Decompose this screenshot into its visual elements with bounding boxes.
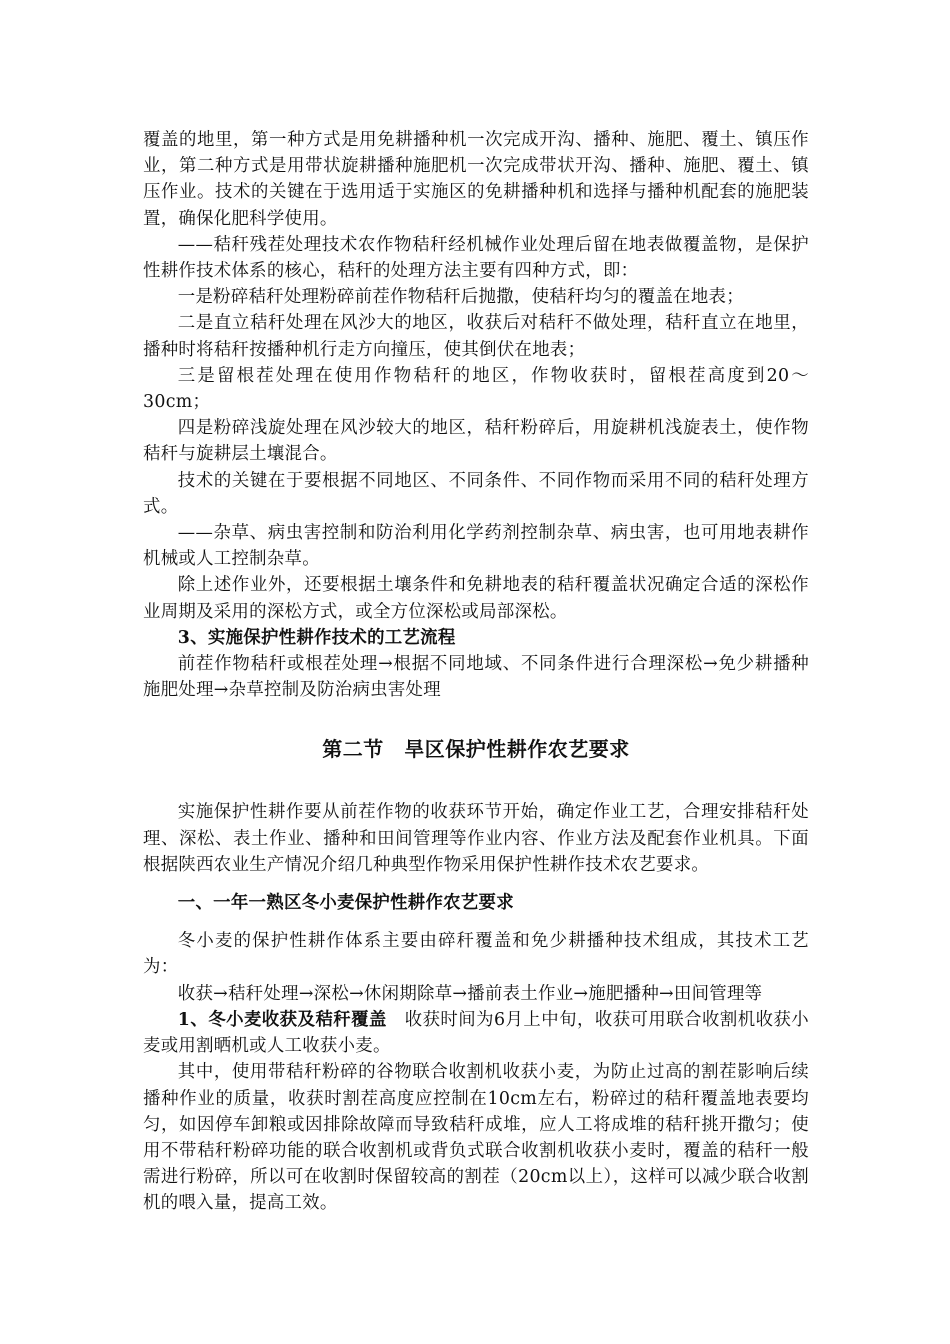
paragraph-section-intro: 实施保护性耕作要从前茬作物的收获环节开始，确定作业工艺，合理安排秸秆处理、深松、表土作业、播种和田间管理等作业内容、作业方法及配套作业机具。下面根据陕西农业生产情况介绍几种典型作物采用保护性耕作技术农艺要求。 xyxy=(143,802,809,875)
paragraph-method-1: 一是粉碎秸秆处理粉碎前茬作物秸秆后抛撒，使秸秆均匀的覆盖在地表； xyxy=(177,287,744,308)
subheading-winter-wheat: 一、一年一熟区冬小麦保护性耕作农艺要求 xyxy=(177,893,514,914)
document-page xyxy=(143,127,809,1217)
paragraph-deep-loosening: 除上述作业外，还要根据土壤条件和免耕地表的秸秆覆盖状况确定合适的深松作业周期及采用的深松方式，或全方位深松或局部深松。 xyxy=(143,575,809,622)
paragraph-method-2: 二是直立秸秆处理在风沙大的地区，收获后对秸秆不做处理，秸秆直立在地里，播种时将秸秆按播种机行走方向撞压，使其倒伏在地表； xyxy=(143,313,809,360)
item1-title: 1、冬小麦收获及秸秆覆盖 xyxy=(177,1009,387,1030)
paragraph-item1 xyxy=(143,1007,809,1059)
paragraph-item1-detail: 其中，使用带秸秆粉碎的谷物联合收割机收获小麦，为防止过高的割茬影响后续播种作业的质量，收获时割茬高度应控制在10cm左右，粉碎过的秸秆覆盖地表要均匀，如因停车卸粮或因排除故障而导致秸秆成堆，应人工将成堆的秸秆挑开撒匀；使用不带秸秆粉碎功能的联合收割机或背负式联合收割机收获小麦时，覆盖的秸秆一般需进行粉碎，所以可在收割时保留较高的割茬（20cm以上），这样可以减少联合收割机的喂入量，提高工效。 xyxy=(143,1062,809,1214)
paragraph-weed-control: ——杂草、病虫害控制和防治利用化学药剂控制杂草、病虫害，也可用地表耕作机械或人工控制杂草。 xyxy=(143,523,809,570)
heading-process-flow: 3、实施保护性耕作技术的工艺流程 xyxy=(177,627,456,648)
item1-text: 收获时间为6月上中旬，收获可用联合收割机收获小麦或用割晒机或人工收获小麦。 xyxy=(143,1009,809,1057)
paragraph-method-4: 四是粉碎浅旋处理在风沙较大的地区，秸秆粉碎后，用旋耕机浅旋表土，使作物秸秆与旋耕层土壤混合。 xyxy=(143,418,809,465)
section-title: 第二节 旱区保护性耕作农艺要求 xyxy=(322,737,630,762)
paragraph-no-till-methods: 覆盖的地里，第一种方式是用免耕播种机一次完成开沟、播种、施肥、覆土、镇压作业，第二种方式是用带状旋耕播种施肥机一次完成带状开沟、播种、施肥、覆土、镇压作业。技术的关键在于选用适于实施区的免耕播种机和选择与播种机配套的施肥装置，确保化肥科学使用。 xyxy=(143,130,809,229)
paragraph-wheat-intro: 冬小麦的保护性耕作体系主要由碎秆覆盖和免少耕播种技术组成，其技术工艺为： xyxy=(143,931,809,978)
paragraph-process-flow: 前茬作物秸秆或根茬处理→根据不同地域、不同条件进行合理深松→免少耕播种施肥处理→杂草控制及防治病虫害处理 xyxy=(143,654,809,701)
paragraph-key-point: 技术的关键在于要根据不同地区、不同条件、不同作物而采用不同的秸秆处理方式。 xyxy=(143,470,809,517)
paragraph-wheat-flow: 收获→秸秆处理→深松→休闲期除草→播前表土作业→施肥播种→田间管理等 xyxy=(177,983,763,1004)
paragraph-method-3: 三是留根茬处理在使用作物秸秆的地区，作物收获时，留根茬高度到20～30cm； xyxy=(143,365,809,413)
paragraph-straw-residue: ——秸秆残茬处理技术农作物秸秆经机械作业处理后留在地表做覆盖物，是保护性耕作技术体系的核心，秸秆的处理方法主要有四种方式，即： xyxy=(143,234,809,282)
